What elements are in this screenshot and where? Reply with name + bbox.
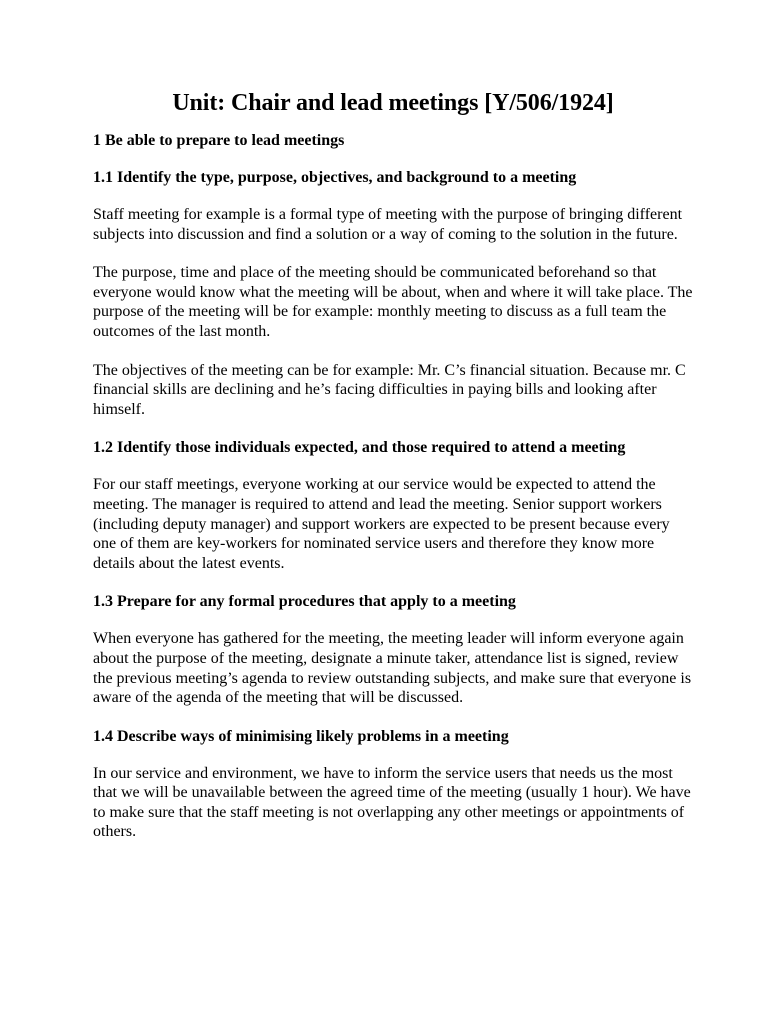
- section-heading-1-1: 1.1 Identify the type, purpose, objectives, and background to a meeting: [93, 169, 577, 186]
- paragraph-1-3-a: When everyone has gathered for the meeting, the meeting leader will inform everyone again about the purpose of the meeting, designate a minute taker, attendance list is signed, review the previous meeting’s agenda to review outstanding subjects, and make sure that everyone is aware of the agenda of the meeting that will be discussed.: [93, 630, 692, 707]
- paragraph-1-1-b: The purpose, time and place of the meeting should be communicated beforehand so that everyone would know what the meeting will be about, when and where it will take place. The purpose of the meeting will be for example: monthly meeting to discuss as a full team the outcomes of the last month.: [93, 264, 693, 340]
- paragraph-1-2-a: For our staff meetings, everyone working at our service would be expected to attend the meeting. The manager is required to attend and lead the meeting. Senior support workers (including deputy manager) and support workers are expected to be present because every one of them are key-workers for nominated service users and therefore they know more details about the latest events.: [93, 476, 670, 572]
- paragraph-1-1-a: Staff meeting for example is a formal type of meeting with the purpose of bringing different subjects into discussion and find a solution or a way of coming to the solution in the future.: [93, 206, 683, 243]
- section-heading-1: 1 Be able to prepare to lead meetings: [93, 132, 345, 149]
- section-heading-1-2: 1.2 Identify those individuals expected, and those required to attend a meeting: [93, 439, 626, 457]
- document-body: [93, 86, 693, 861]
- section-heading-1-3: 1.3 Prepare for any formal procedures that apply to a meeting: [93, 593, 516, 611]
- paragraph-1-4-a: In our service and environment, we have to inform the service users that needs us the most that we will be unavailable between the agreed time of the meeting (usually 1 hour). We have to make sure that the staff meeting is not overlapping any other meetings or appointments of others.: [93, 764, 691, 841]
- document-title: Unit: Chair and lead meetings [Y/506/1924]: [172, 90, 614, 116]
- paragraph-1-1-c: The objectives of the meeting can be for example: Mr. C’s financial situation. Because mr. C financial skills are declining and he’s facing difficulties in paying bills and looking after himself.: [93, 361, 686, 418]
- section-heading-1-4: 1.4 Describe ways of minimising likely problems in a meeting: [93, 727, 509, 745]
